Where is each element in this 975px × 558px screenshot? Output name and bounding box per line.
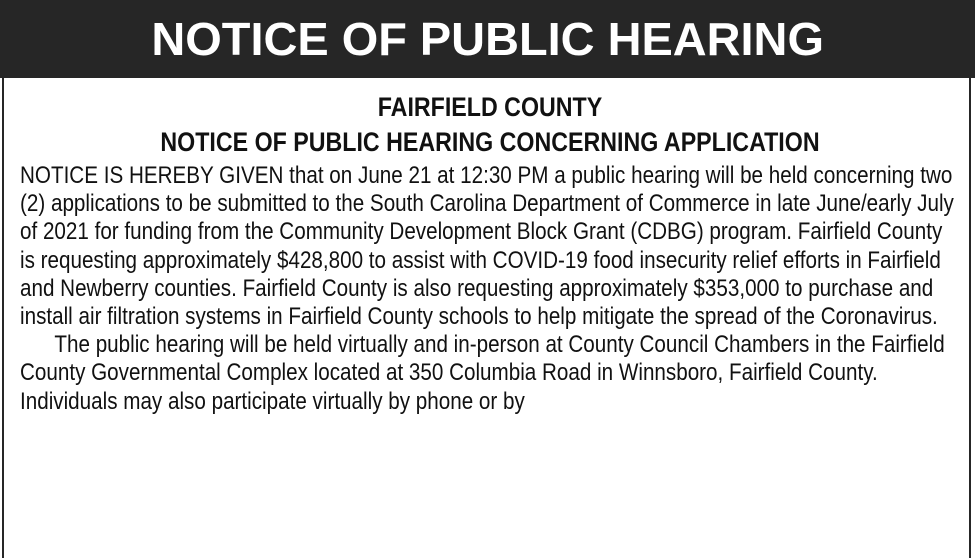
notice-content (20, 90, 960, 416)
notice-banner (0, 0, 975, 78)
notice-body (20, 162, 957, 416)
notice-paragraph-1: NOTICE IS HEREBY GIVEN that on June 21 at 12:30 PM a public hearing will be held concerning two (2) applications to be submitted to the South Carolina Department of Commerce in late June/early July of 2021 for funding from the Community Development Block Grant (CDBG) program. Fairfield County is requesting approximately $428,800 to assist with COVID-19 food insecurity relief efforts in Fairfield and Newberry counties. Fairfield County is also requesting approximately $353,000 to purchase and install air filtration systems in Fairfield County schools to help mitigate the spread of the Coronavirus. (20, 162, 954, 331)
notice-paragraph-2: The public hearing will be held virtually and in-person at County Council Chambers in the Fairfield County Governmental Complex located at 350 Columbia Road in Winnsboro, Fairfield County. Individuals may also participate virtually by phone or by (20, 331, 945, 415)
notice-heading: NOTICE OF PUBLIC HEARING CONCERNING APPLICATION (160, 127, 820, 157)
county-heading: FAIRFIELD COUNTY (377, 92, 603, 122)
banner-title: NOTICE OF PUBLIC HEARING (151, 13, 824, 65)
